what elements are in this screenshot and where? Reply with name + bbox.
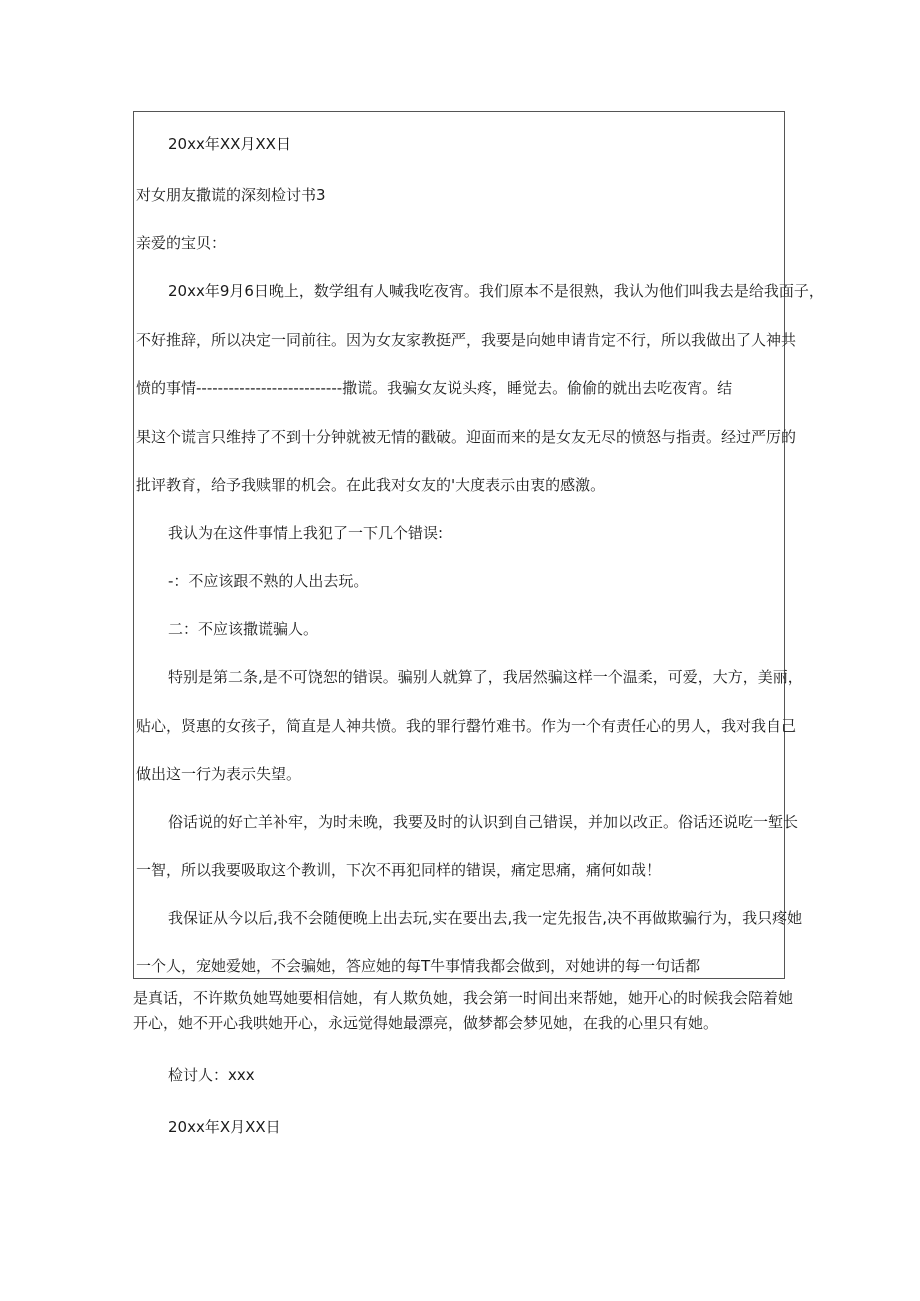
paragraph4-line1: 我保证从今以后,我不会随便晚上出去玩,实在要出去,我一定先报告,决不再做欺骗行为，我只疼她 bbox=[168, 909, 803, 927]
paragraph4-continued-line2: 开心，她不开心我哄她开心，永远觉得她最漂亮，做梦都会梦见她，在我的心里只有她。 bbox=[133, 1014, 719, 1032]
mistakes-intro: 我认为在这件事情上我犯了一下几个错误: bbox=[168, 524, 444, 542]
letter-title: 对女朋友撒谎的深刻检讨书3 bbox=[136, 186, 326, 204]
paragraph2-line1: 特别是第二条,是不可饶恕的错误。骗别人就算了，我居然骗这样一个温柔，可爱，大方，美丽， bbox=[168, 668, 803, 686]
paragraph2-line3: 做出这一行为表示失望。 bbox=[136, 765, 302, 783]
paragraph1-line3: 愤的事情---------------------------撒谎。我骗女友说头疼，睡觉去。偷偷的就出去吃夜宵。结 bbox=[136, 379, 733, 397]
mistake-one: -：不应该跟不熟的人出去玩。 bbox=[168, 572, 369, 590]
paragraph1-line4: 果这个谎言只维持了不到十分钟就被无情的戳破。迎面而来的是女友无尽的愤怒与指责。经过严厉的 bbox=[136, 428, 797, 446]
paragraph4-continued-line1: 是真话，不许欺负她骂她要相信她，有人欺负她，我会第一时间出来帮她，她开心的时候我会陪着她 bbox=[133, 989, 794, 1007]
paragraph4-line2: 一个人，宠她爱她，不会骗她，答应她的每T牛事情我都会做到，对她讲的每一句话都 bbox=[136, 957, 701, 975]
date-bottom: 20xx年X月XX日 bbox=[168, 1118, 281, 1136]
paragraph1-line2: 不好推辞，所以决定一同前往。因为女友家教挺严，我要是向她申请肯定不行，所以我做出了人神共 bbox=[136, 331, 797, 349]
date-top: 20xx年XX月XX日 bbox=[168, 135, 291, 153]
paragraph3-line1: 俗话说的好亡羊补牢，为时未晚，我要及时的认识到自己错误，并加以改正。俗话还说吃一堑长 bbox=[168, 813, 799, 831]
signature: 检讨人：xxx bbox=[168, 1066, 255, 1084]
paragraph3-line2: 一智，所以我要吸取这个教训，下次不再犯同样的错误，痛定思痛，痛何如哉！ bbox=[136, 861, 662, 879]
mistake-two: 二：不应该撒谎骗人。 bbox=[168, 620, 319, 638]
letter-frame bbox=[133, 111, 785, 979]
paragraph1-line5: 批评教育，给予我赎罪的机会。在此我对女友的'大度表示由衷的感激。 bbox=[136, 476, 606, 494]
paragraph1-line1: 20xx年9月6日晚上，数学组有人喊我吃夜宵。我们原本不是很熟，我认为他们叫我去是给我面子， bbox=[168, 282, 824, 300]
salutation: 亲爱的宝贝： bbox=[136, 234, 227, 252]
paragraph2-line2: 贴心，贤惠的女孩子，简直是人神共愤。我的罪行罄竹难书。作为一个有责任心的男人，我对我自己 bbox=[136, 717, 797, 735]
